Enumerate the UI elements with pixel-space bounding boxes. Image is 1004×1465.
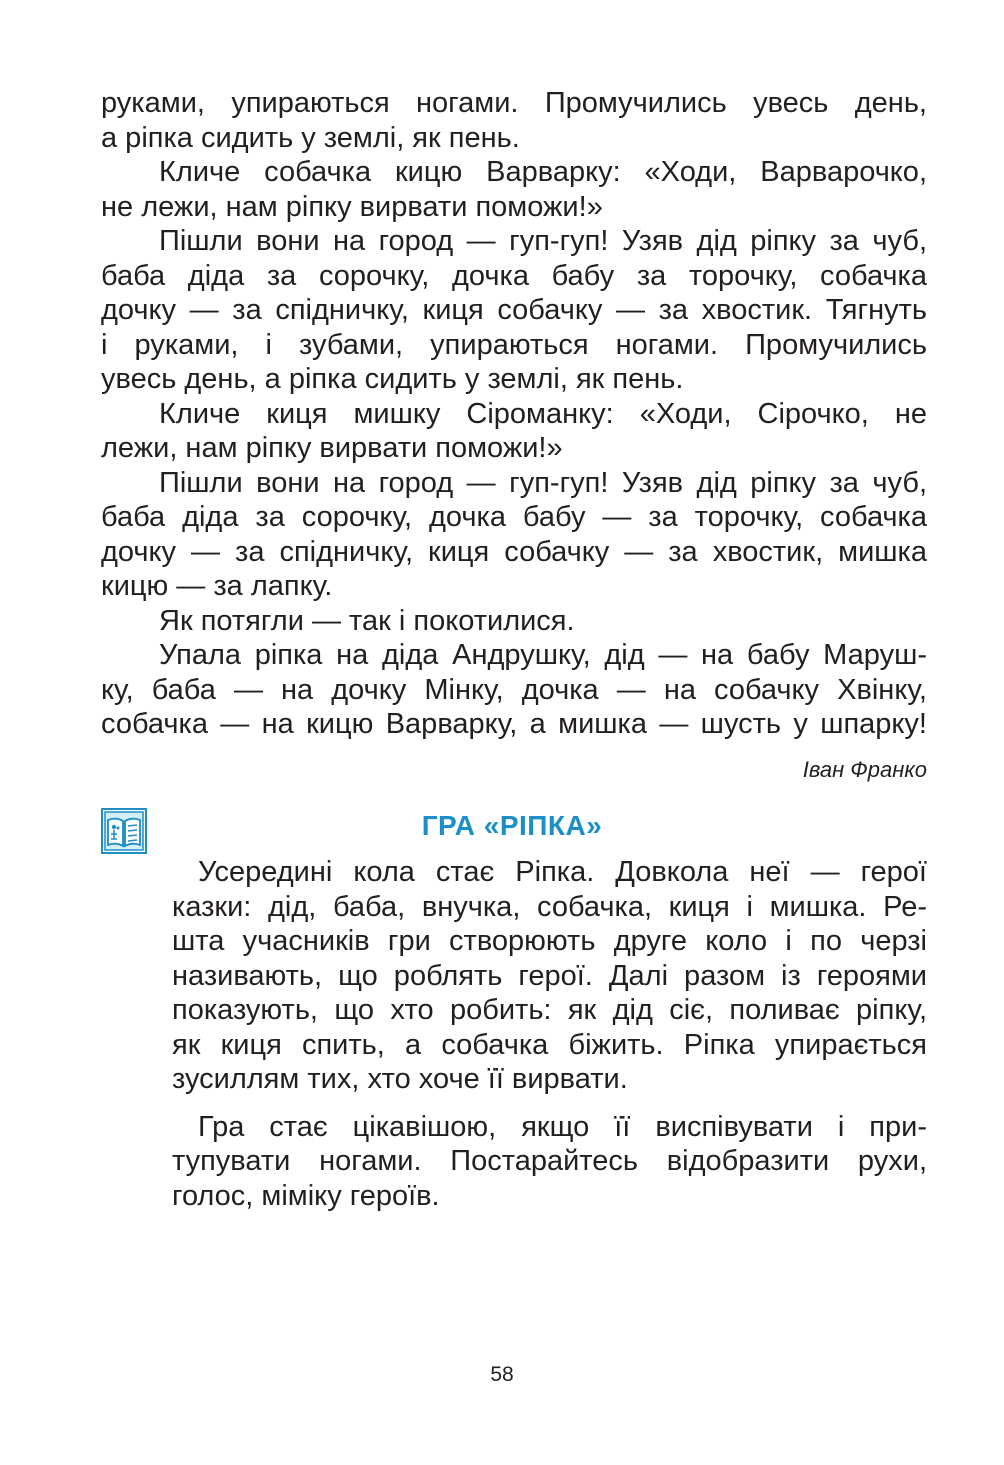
story-line: а ріпка сидить у землі, як пень.: [101, 121, 520, 154]
story-line: кицю — за лапку.: [101, 570, 333, 602]
story-line: ку, баба — на дочку Мінку, дочка — на собачку Хвінку,: [101, 673, 927, 706]
story-text: [101, 86, 927, 742]
story-line: Кличе собачка кицю Варварку: «Ходи, Варварочко,: [159, 156, 927, 188]
game-line: казки: дід, баба, внучка, собачка, киця і мишка. Ре-: [172, 890, 927, 923]
game-line: зусиллям тих, хто хоче її вирвати.: [172, 1063, 628, 1095]
story-line: Пішли вони на город — гуп-гуп! Узяв дід ріпку за чуб,: [159, 225, 927, 257]
game-line: Усередині кола стає Ріпка. Довкола неї — герої: [198, 856, 927, 888]
story-line: лежи, нам ріпку вирвати поможи!»: [101, 432, 563, 464]
game-paragraph: [172, 1110, 927, 1214]
story-line: баба діда за сорочку, дочка бабу — за торочку, собачка: [101, 501, 927, 533]
game-text: [172, 855, 927, 1213]
game-line: називають, що роблять герої. Далі разом із героями: [172, 959, 927, 992]
story-line: увесь день, а ріпка сидить у землі, як пень.: [101, 363, 684, 395]
game-line: тупувати ногами. Постарайтесь відобразити рухи,: [172, 1145, 927, 1177]
story-line: Кличе киця мишку Сіроманку: «Ходи, Сірочко, не: [159, 397, 927, 430]
story-line: дочку — за спідничку, киця собачку — за хвостик, мишка: [101, 535, 927, 568]
game-line: Гра стає цікавішою, якщо її виспівувати і при-: [198, 1110, 927, 1143]
story-line: дочку — за спідничку, киця собачку — за хвостик. Тягнуть: [101, 294, 927, 326]
game-line: голос, міміку героїв.: [172, 1179, 440, 1212]
book-icon: [101, 808, 147, 854]
game-line: показують, що хто робить: як дід сіє, поливає ріпку,: [172, 994, 927, 1026]
story-line: собачка — на кицю Варварку, а мишка — шусть у шпарку!: [101, 708, 927, 740]
story-line: Упала ріпка на діда Андрушку, дід — на бабу Маруш-: [159, 639, 927, 671]
author-signature: Іван Франко: [802, 757, 927, 782]
story-line: руками, упираються ногами. Промучились увесь день,: [101, 87, 927, 119]
game-line: як киця спить, а собачка біжить. Ріпка упирається: [172, 1028, 927, 1061]
story-line: баба діда за сорочку, дочка бабу за торочку, собачка: [101, 259, 927, 292]
game-paragraph: [172, 855, 927, 1097]
story-line: Пішли вони на город — гуп-гуп! Узяв дід ріпку за чуб,: [159, 466, 927, 499]
story-line: не лежи, нам ріпку вирвати поможи!»: [101, 190, 603, 223]
story-line: Як потягли — так і покотилися.: [159, 604, 575, 637]
page-number: 58: [490, 1363, 514, 1386]
game-title: ГРА «РІПКА»: [421, 810, 603, 841]
game-line: шта учасників гри створюють друге коло і по черзі: [172, 925, 927, 957]
story-line: і руками, і зубами, упираються ногами. Промучились: [101, 328, 927, 361]
